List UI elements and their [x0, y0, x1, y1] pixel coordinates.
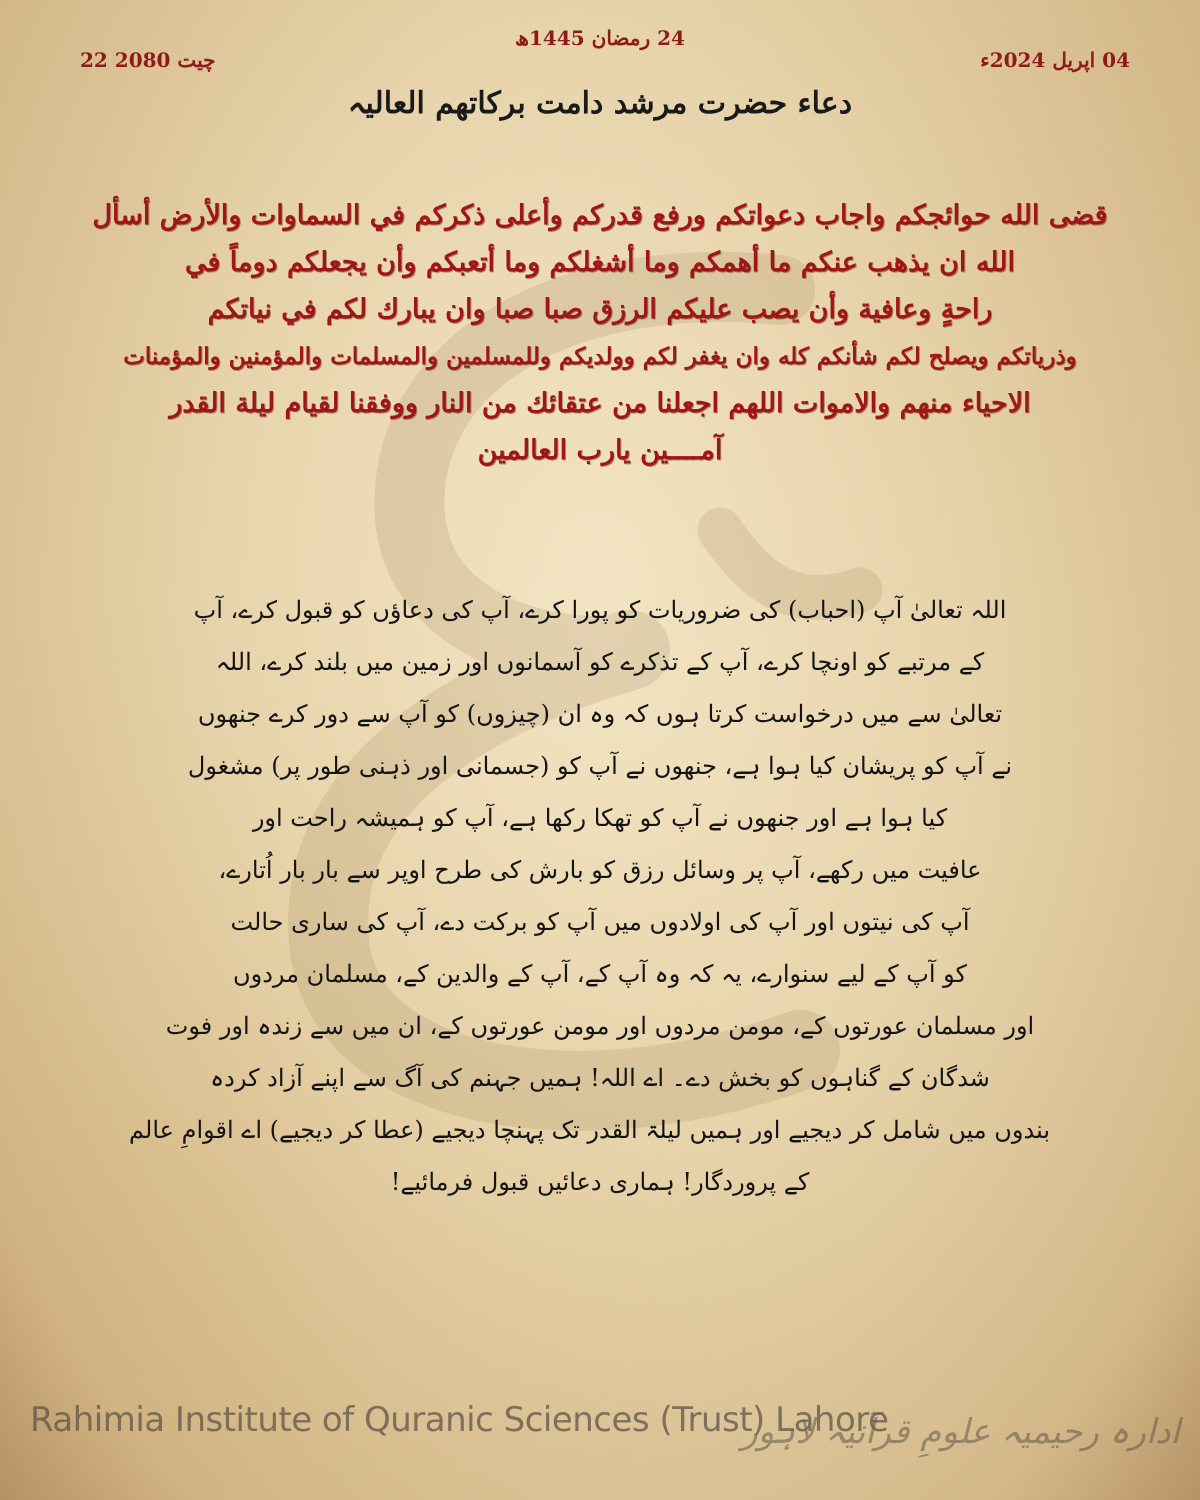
- urdu-translation-line: آپ کی نیتوں اور آپ کی اولادوں میں آپ کو برکت دے، آپ کی ساری حالت: [230, 908, 970, 936]
- arabic-dua-line: راحةٍ وعافية وأن يصب عليكم الرزق صبا صبا وان يبارك لكم في نياتكم: [207, 294, 993, 325]
- page-title: دعاء حضرت مرشد دامت برکاتھم العالیہ: [347, 86, 853, 121]
- institute-logo-urdu: ادارہ رحیمیہ علومِ قرآنیہ لاہور: [741, 1412, 1180, 1452]
- urdu-translation-line: کے پروردگار! ہماری دعائیں قبول فرمائیے!: [390, 1168, 810, 1196]
- date-row: [70, 48, 1130, 78]
- urdu-translation-line: شدگان کے گناہوں کو بخش دے۔ اے اللہ! ہمیں جہنم کی آگ سے اپنے آزاد کردہ: [210, 1064, 990, 1092]
- hijri-date: 24 رمضان 1445ھ: [515, 26, 685, 50]
- urdu-translation: [129, 584, 1050, 1208]
- arabic-dua-line: آمــــين يارب العالمين: [477, 435, 723, 466]
- arabic-dua-line: الاحياء منهم والاموات اللهم اجعلنا من عتقائك من النار ووفقنا لقيام ليلة القدر: [169, 388, 1031, 419]
- urdu-translation-line: اللہ تعالیٰ آپ (احباب) کی ضروریات کو پورا کرے، آپ کی دعاؤں کو قبول کرے، آپ: [193, 596, 1007, 624]
- urdu-translation-line: کو آپ کے لیے سنوارے، یہ کہ وہ آپ کے، آپ کے والدین کے، مسلمان مردوں: [233, 960, 967, 988]
- urdu-translation-line: نے آپ کو پریشان کیا ہوا ہے، جنھوں نے آپ کو (جسمانی اور ذہنی طور پر) مشغول: [187, 752, 1013, 780]
- urdu-translation-line: تعالیٰ سے میں درخواست کرتا ہوں کہ وہ ان (چیزوں) کو آپ سے دور کرے جنھوں: [197, 700, 1003, 728]
- bikrami-date: 22 چیت 2080: [80, 48, 216, 72]
- urdu-translation-line: بندوں میں شامل کر دیجیے اور ہمیں لیلۃ القدر تک پہنچا دیجیے (عطا کر دیجیے) اے اقوامِ عالم: [129, 1116, 1050, 1144]
- urdu-translation-line: کیا ہوا ہے اور جنھوں نے آپ کو تھکا رکھا ہے، آپ کو ہمیشہ راحت اور: [252, 804, 948, 832]
- gregorian-date: 04 اپریل 2024ء: [980, 48, 1130, 72]
- urdu-translation-line: اور مسلمان عورتوں کے، مومن مردوں اور مومن عورتوں کے، ان میں سے زندہ اور فوت: [165, 1012, 1035, 1040]
- arabic-dua-line: الله ان يذهب عنكم ما أهمكم وما أشغلكم وما أتعبكم وأن يجعلكم دوماً في: [185, 247, 1015, 278]
- arabic-dua-line: قضى الله حوائجكم واجاب دعواتكم ورفع قدركم وأعلى ذكركم في السماوات والأرض أسأل: [92, 200, 1108, 231]
- arabic-dua: [70, 192, 1130, 474]
- institute-name-english: Rahimia Institute of Quranic Sciences (Trust) Lahore: [30, 1400, 889, 1440]
- arabic-dua-line: وذرياتكم ويصلح لكم شأنكم كله وان يغفر لكم وولديكم وللمسلمين والمسلمات والمؤمنين والمؤمنات: [123, 343, 1077, 370]
- urdu-translation-line: کے مرتبے کو اونچا کرے، آپ کے تذکرے کو آسمانوں اور زمین میں بلند کرے، اللہ: [215, 648, 985, 676]
- urdu-translation-line: عافیت میں رکھے، آپ پر وسائل رزق کو بارش کی طرح اوپر سے بار بار اُتارے،: [218, 856, 982, 884]
